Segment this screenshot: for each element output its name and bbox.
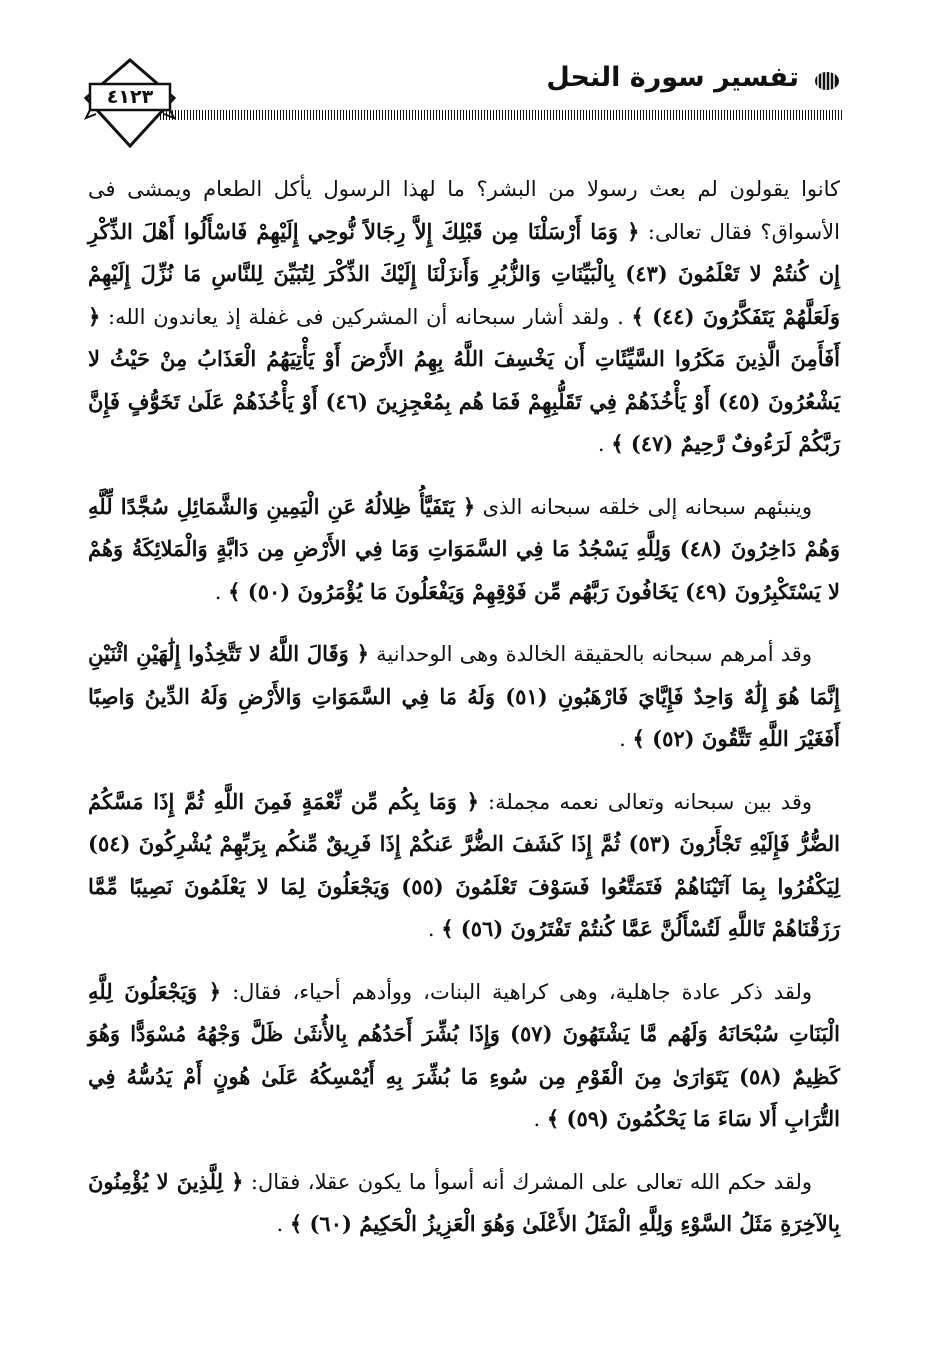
running-title: تفسير سورة النحل xyxy=(546,62,799,93)
page-number: ٤١٢٣ xyxy=(106,86,154,108)
prose-text: . xyxy=(533,1107,541,1131)
quran-verse: ﴿ وَمَا بِكُم مِّن نِّعْمَةٍ فَمِنَ اللَّهِ ثُمَّ إِذَا مَسَّكُمُ الضُّرُّ فَإِلَيْهِ تَجْأَرُونَ (٥٣) ثُمَّ إِذَا كَشَفَ الضُّرَّ عَنكُمْ إِذَا فَرِيقٌ مِّنكُم بِرَبِّهِمْ يُشْرِكُونَ (٥٤) لِيَكْفُرُوا بِمَا آتَيْنَاهُمْ فَتَمَتَّعُوا فَسَوْفَ تَعْلَمُونَ (٥٥) وَيَجْعَلُونَ لِمَا لا يَعْلَمُونَ نَصِيبًا مِّمَّا رَزَقْنَاهُمْ تَاللَّهِ لَتُسْأَلُنَّ عَمَّا كُنتُمْ تَفْتَرُونَ (٥٦) ﴾ xyxy=(88,788,841,941)
title-ornament-icon xyxy=(812,70,842,92)
header-rule xyxy=(160,110,842,120)
page-body xyxy=(88,168,840,1266)
page-header xyxy=(0,40,927,160)
quran-verse: ﴿ يَتَفَيَّأُ ظِلالُهُ عَنِ الْيَمِينِ وَالشَّمَائِلِ سُجَّدًا لِّلَّهِ وَهُمْ دَاخِرُونَ (٤٨) وَلِلَّهِ يَسْجُدُ مَا فِي السَّمَوَاتِ وَمَا فِي الأَرْضِ مِن دَابَّةٍ وَالْمَلائِكَةُ وَهُمْ لا يَسْتَكْبِرُونَ (٤٩) يَخَافُونَ رَبَّهُم مِّن فَوْقِهِمْ وَيَفْعَلُونَ مَا يُؤْمَرُونَ (٥٠) ﴾ xyxy=(88,493,840,604)
paragraph-5 xyxy=(88,971,840,1141)
paragraph-6 xyxy=(88,1161,840,1246)
prose-text: . xyxy=(276,1212,284,1236)
quran-verse: ﴿ وَقَالَ اللَّهُ لا تَتَّخِذُوا إِلَٰهَيْنِ اثْنَيْنِ إِنَّمَا هُوَ إِلَٰهٌ وَاحِدٌ فَإِيَّايَ فَارْهَبُونِ (٥١) وَلَهُ مَا فِي السَّمَوَاتِ وَالأَرْضِ وَلَهُ الدِّينُ وَاصِبًا أَفَغَيْرَ اللَّهِ تَتَّقُونَ (٥٢) ﴾ xyxy=(88,641,840,751)
prose-text: . ولقد أشار سبحانه أن المشركين فى غفلة إذ يعاندون الله: xyxy=(108,304,624,329)
quran-verse: ﴿ لِلَّذِينَ لا يُؤْمِنُونَ بِالآخِرَةِ مَثَلُ السَّوْءِ وَلِلَّهِ الْمَثَلُ الأَعْلَىٰ وَهُوَ الْعَزِيزُ الْحَكِيمُ (٦٠) ﴾ xyxy=(88,1168,840,1236)
prose-text: وقد بين سبحانه وتعالى نعمه مجملة: xyxy=(488,789,812,814)
prose-text: وقد أمرهم سبحانه بالحقيقة الخالدة وهى الوحدانية xyxy=(376,642,812,666)
paragraph-2 xyxy=(88,486,840,614)
prose-text: . xyxy=(619,727,626,751)
paragraph-1 xyxy=(88,168,840,466)
quran-verse: ﴿ وَيَجْعَلُونَ لِلَّهِ الْبَنَاتِ سُبْحَانَهُ وَلَهُم مَّا يَشْتَهُونَ (٥٧) وَإِذَا بُشِّرَ أَحَدُهُم بِالأُنثَىٰ ظَلَّ وَجْهُهُ مُسْوَدًّا وَهُوَ كَظِيمٌ (٥٨) يَتَوَارَىٰ مِنَ الْقَوْمِ مِن سُوءِ مَا بُشِّرَ بِهِ أَيُمْسِكُهُ عَلَىٰ هُونٍ أَمْ يَدُسُّهُ فِي التُّرَابِ أَلا سَاءَ مَا يَحْكُمُونَ (٥٩) ﴾ xyxy=(88,978,841,1131)
prose-text: . xyxy=(427,917,435,941)
prose-text: ولقد حكم الله تعالى على المشرك أنه أسوأ ما يكون عقلا، فقال: xyxy=(250,1169,812,1194)
prose-text: ولقد ذكر عادة جاهلية، وهى كراهية البنات، ووأدهم أحياء، فقال: xyxy=(232,979,812,1004)
quran-verse: ﴿ أَفَأَمِنَ الَّذِينَ مَكَرُوا السَّيِّئَاتِ أَن يَخْسِفَ اللَّهُ بِهِمُ الأَرْضَ أَوْ يَأْتِيَهُمُ الْعَذَابُ مِنْ حَيْثُ لا يَشْعُرُونَ (٤٥) أَوْ يَأْخُذَهُمْ فِي تَقَلُّبِهِمْ فَمَا هُم بِمُعْجِزِينَ (٤٦) أَوْ يَأْخُذَهُمْ عَلَىٰ تَخَوُّفٍ فَإِنَّ رَبَّكُمْ لَرَءُوفٌ رَّحِيمٌ (٤٧) ﴾ xyxy=(88,303,840,456)
prose-text: وينبئهم سبحانه إلى خلقه سبحانه الذى xyxy=(482,494,812,519)
prose-text: . xyxy=(214,579,222,604)
page-number-badge xyxy=(82,56,178,152)
quran-verse: ﴿ وَمَا أَرْسَلْنَا مِن قَبْلِكَ إِلاَّ رِجَالاً نُّوحِي إِلَيْهِمْ فَاسْأَلُوا أَهْلَ الذِّكْرِ إِن كُنتُمْ لا تَعْلَمُونَ (٤٣) بِالْبَيِّنَاتِ وَالزُّبُرِ وَأَنزَلْنَا إِلَيْكَ الذِّكْرَ لِتُبَيِّنَ لِلنَّاسِ مَا نُزِّلَ إِلَيْهِمْ وَلَعَلَّهُمْ يَتَفَكَّرُونَ (٤٤) ﴾ xyxy=(88,218,840,329)
prose-text: . xyxy=(597,432,605,456)
paragraph-3 xyxy=(88,633,840,761)
paragraph-4 xyxy=(88,781,840,951)
prose-text: كانوا يقولون لم بعث رسولا من البشر؟ ما لهذا الرسول يأكل الطعام ويمشى فى الأسواق؟ فقال تعالى: xyxy=(88,177,840,244)
